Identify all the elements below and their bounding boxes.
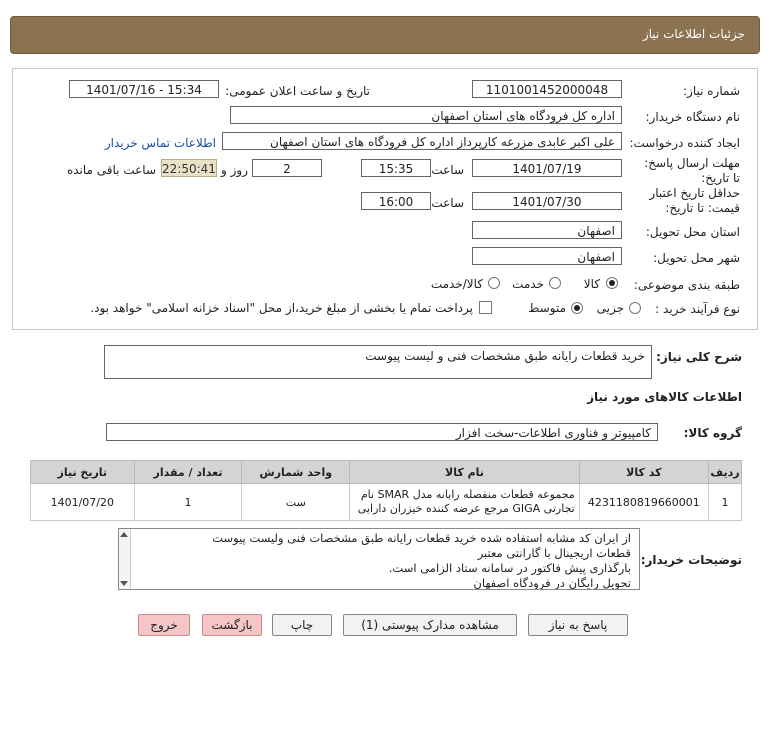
page-title: جزئیات اطلاعات نیاز [642, 27, 745, 41]
summary-label: شرح کلی نیاز: [656, 350, 742, 364]
col-qty: تعداد / مقدار [134, 461, 242, 484]
announce-label: تاریخ و ساعت اعلان عمومی: [225, 84, 370, 98]
validity-label: حداقل تاریخ اعتبار قیمت: تا تاریخ: [649, 186, 740, 215]
goods-group-label: گروه کالا: [683, 426, 742, 440]
goods-section-title: اطلاعات کالاهای مورد نیاز [587, 390, 742, 404]
col-row: ردیف [708, 461, 741, 484]
category-goods-radio[interactable] [606, 277, 618, 289]
validity-time-label: ساعت [431, 196, 464, 210]
treasury-checkbox[interactable] [479, 301, 492, 314]
back-button[interactable]: بازگشت [202, 614, 262, 636]
col-unit: واحد شمارش [242, 461, 350, 484]
notes-scrollbar[interactable] [118, 528, 131, 590]
notes-line: از ایران کد مشابه استفاده شده خرید قطعات رایانه طبق مشخصات فنی ولیست پیوست [212, 531, 631, 545]
category-both-radio[interactable] [488, 277, 500, 289]
cell-unit: ست [242, 484, 350, 521]
category-both-label: کالا/خدمت [430, 277, 483, 291]
creator-field: علی اکبر عابدی مزرعه کارپرداز اداره کل فرودگاه های استان اصفهان [222, 132, 622, 150]
creator-label: ایجاد کننده درخواست: [629, 136, 740, 150]
process-minor-label: جزیی [596, 301, 624, 315]
attachments-button[interactable]: مشاهده مدارک پیوستی (1) [343, 614, 517, 636]
deadline-label: مهلت ارسال پاسخ: تا تاریخ: [644, 156, 740, 185]
cell-qty: 1 [134, 484, 242, 521]
category-service-radio[interactable] [549, 277, 561, 289]
buyer-contact-link[interactable]: اطلاعات تماس خریدار [104, 136, 216, 150]
remaining-label: ساعت باقی مانده [66, 163, 156, 177]
items-table [30, 460, 742, 521]
buyer-org-label: نام دستگاه خریدار: [645, 110, 740, 124]
col-date: تاریخ نیاز [31, 461, 135, 484]
process-minor-radio[interactable] [629, 302, 641, 314]
category-label: طبقه بندی موضوعی: [633, 278, 740, 292]
notes-box[interactable] [118, 528, 640, 590]
validity-date-field: 1401/07/30 [472, 192, 622, 210]
remaining-timer: 22:50:41 [161, 159, 217, 177]
col-code: کد کالا [579, 461, 708, 484]
need-number-field: 1101001452000048 [472, 80, 622, 98]
cell-row: 1 [708, 484, 741, 521]
deadline-date-field: 1401/07/19 [472, 159, 622, 177]
table-header-row [31, 461, 742, 484]
col-name: نام کالا [350, 461, 580, 484]
province-label: استان محل تحویل: [645, 225, 740, 239]
category-goods-label: کالا [583, 277, 600, 291]
process-medium-radio[interactable] [571, 302, 583, 314]
notes-line: بارگذاری پیش فاکتور در سامانه ستاد الزامی است. [388, 561, 631, 575]
process-medium-label: متوسط [528, 301, 566, 315]
page-header [10, 16, 760, 54]
announce-field: 1401/07/16 - 15:34 [69, 80, 219, 98]
city-field: اصفهان [472, 247, 622, 265]
category-service-label: خدمت [512, 277, 544, 291]
city-label: شهر محل تحویل: [653, 251, 740, 265]
goods-group-field: کامپیوتر و فناوری اطلاعات-سخت افزار [106, 423, 658, 441]
days-field: 2 [252, 159, 322, 177]
cell-code: 4231180819660001 [579, 484, 708, 521]
exit-button[interactable]: خروج [138, 614, 190, 636]
reply-button[interactable]: پاسخ به نیاز [528, 614, 628, 636]
cell-date: 1401/07/20 [31, 484, 135, 521]
deadline-time-field: 15:35 [361, 159, 431, 177]
cell-name: مجموعه قطعات منفصله رایانه مدل SMAR نام تجارتی GIGA مرجع عرضه کننده خیزران دارایی [350, 484, 580, 521]
province-field: اصفهان [472, 221, 622, 239]
notes-line: قطعات اریجینال با گارانتی معتبر [477, 546, 631, 560]
scroll-up-icon[interactable] [120, 532, 128, 537]
buyer-org-field: اداره کل فرودگاه های استان اصفهان [230, 106, 622, 124]
days-label: روز و [221, 163, 248, 177]
deadline-time-label: ساعت [431, 163, 464, 177]
payment-note: پرداخت تمام یا بخشی از مبلغ خرید،از محل "اسناد خزانه اسلامی" خواهد بود. [90, 301, 473, 315]
summary-field: خرید قطعات رایانه طبق مشخصات فنی و لیست پیوست [104, 345, 652, 379]
need-number-label: شماره نیاز: [683, 84, 740, 98]
scroll-down-icon[interactable] [120, 581, 128, 586]
notes-line: تحویل رایگان در فرودگاه اصفهان [473, 576, 631, 590]
print-button[interactable]: چاپ [272, 614, 332, 636]
notes-label: توضیحات خریدار: [640, 553, 742, 567]
table-row [31, 484, 742, 521]
validity-time-field: 16:00 [361, 192, 431, 210]
process-label: نوع فرآیند خرید : [655, 302, 740, 316]
